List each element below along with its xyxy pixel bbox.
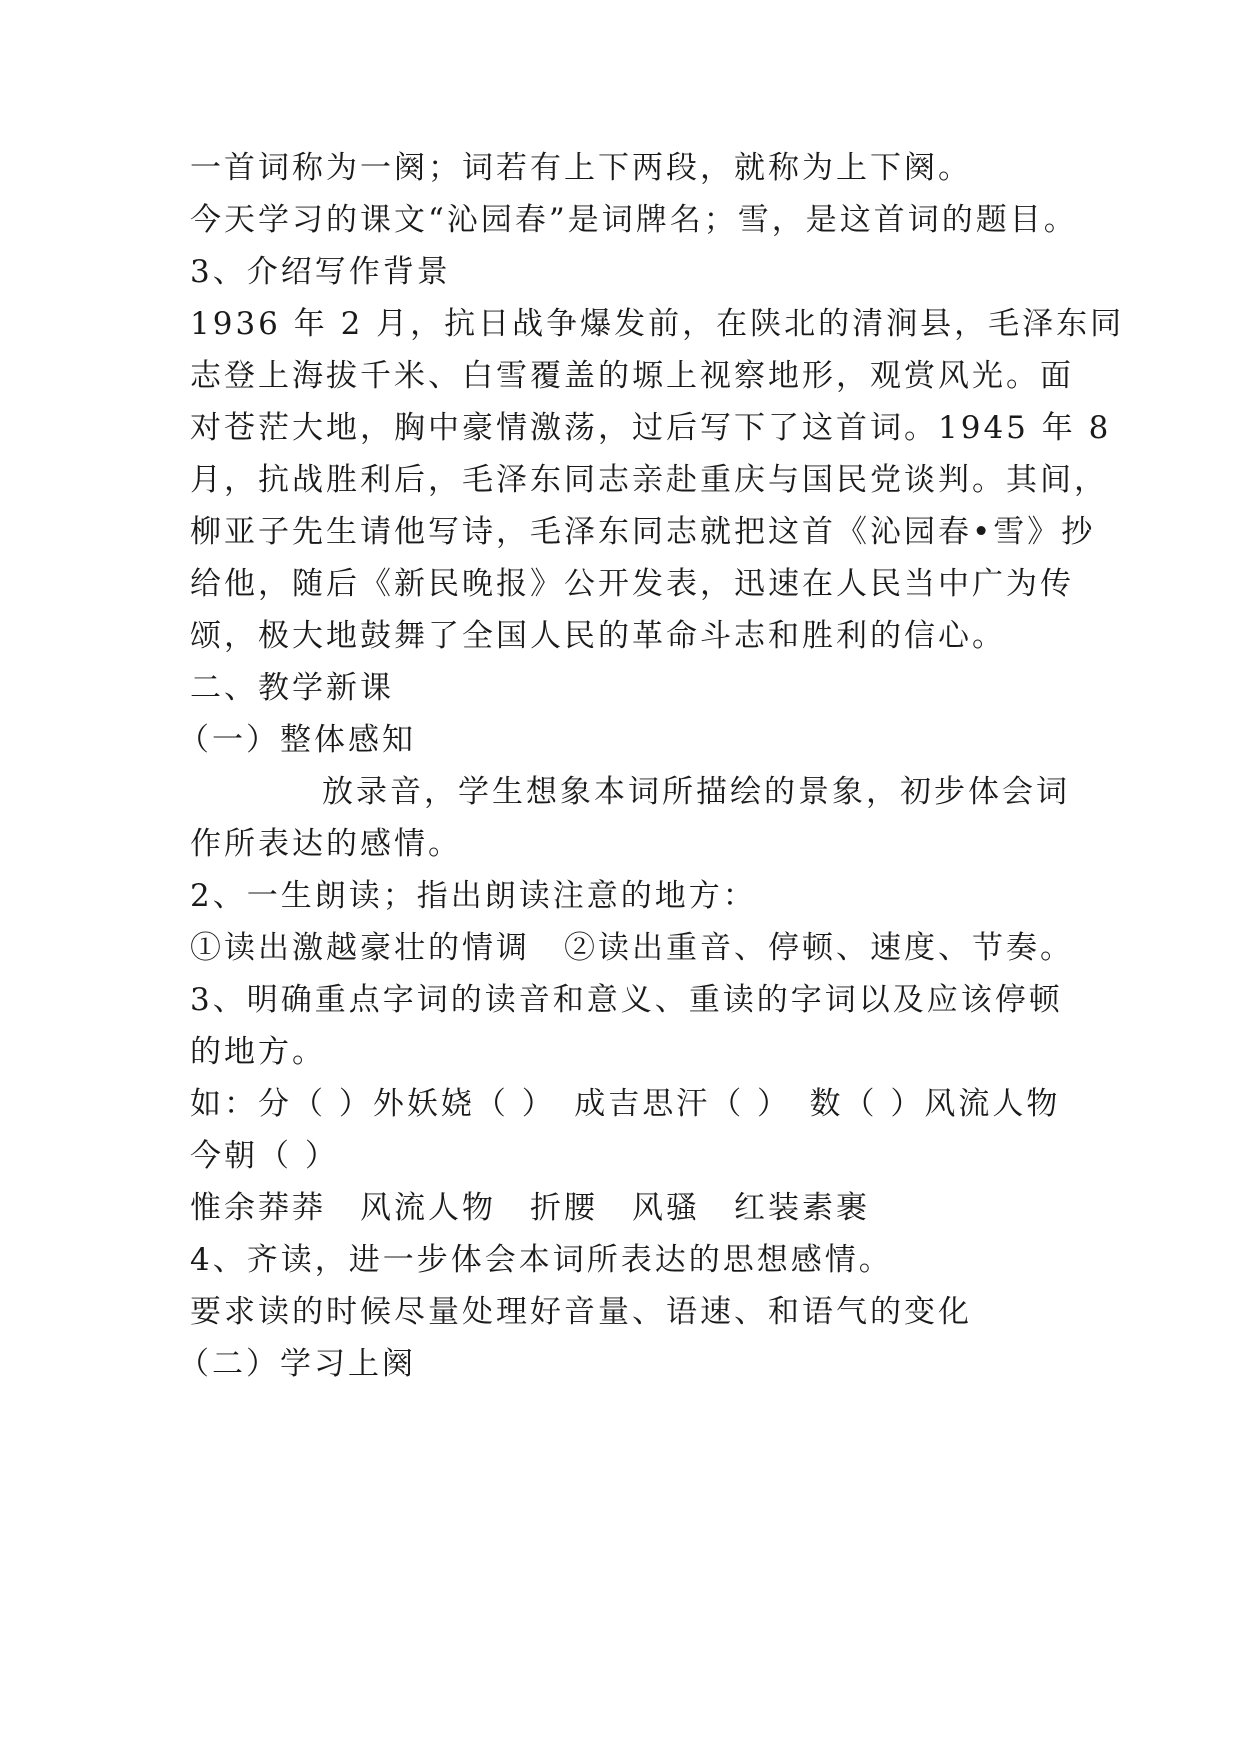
text-line: 柳亚子先生请他写诗，毛泽东同志就把这首《沁园春•雪》抄 — [190, 514, 1096, 550]
text-line: 今朝（ ） — [190, 1138, 339, 1174]
text-line: 一首词称为一阕；词若有上下两段，就称为上下阕。 — [190, 150, 972, 186]
text-line: ①读出激越豪壮的情调 ②读出重音、停顿、速度、节奏。 — [190, 930, 1074, 966]
text-line: 3、明确重点字词的读音和意义、重读的字词以及应该停顿 — [190, 982, 1063, 1018]
text-line: 放录音，学生想象本词所描绘的景象，初步体会词 — [322, 774, 1070, 810]
text-line: 月，抗战胜利后，毛泽东同志亲赴重庆与国民党谈判。其间， — [190, 462, 1108, 498]
subsection-heading: （一）整体感知 — [178, 722, 416, 758]
text-line: 惟余莽莽 风流人物 折腰 风骚 红装素裹 — [190, 1190, 870, 1226]
section-heading: 二、教学新课 — [190, 670, 394, 706]
text-line: 要求读的时候尽量处理好音量、语速、和语气的变化 — [190, 1294, 972, 1330]
text-line: 2、一生朗读；指出朗读注意的地方： — [190, 878, 757, 914]
text-line: 对苍茫大地，胸中豪情激荡，过后写下了这首词。1945 年 8 — [190, 410, 1112, 446]
text-line: 今天学习的课文“沁园春”是词牌名；雪，是这首词的题目。 — [190, 202, 1078, 238]
text-line: 4、齐读，进一步体会本词所表达的思想感情。 — [190, 1242, 893, 1278]
text-line: 颂，极大地鼓舞了全国人民的革命斗志和胜利的信心。 — [190, 618, 1006, 654]
text-line: 志登上海拔千米、白雪覆盖的塬上视察地形，观赏风光。面 — [190, 358, 1074, 394]
text-line: 的地方。 — [190, 1034, 326, 1070]
text-line: 作所表达的感情。 — [190, 826, 462, 862]
text-line: 1936 年 2 月，抗日战争爆发前，在陕北的清涧县，毛泽东同 — [190, 306, 1125, 342]
subsection-heading: （二）学习上阕 — [178, 1346, 416, 1382]
text-line: 如：分（ ）外妖娆（ ） 成吉思汗（ ） 数（ ）风流人物 — [190, 1086, 1061, 1122]
section-heading: 3、介绍写作背景 — [190, 254, 451, 290]
text-line: 给他，随后《新民晚报》公开发表，迅速在人民当中广为传 — [190, 566, 1074, 602]
